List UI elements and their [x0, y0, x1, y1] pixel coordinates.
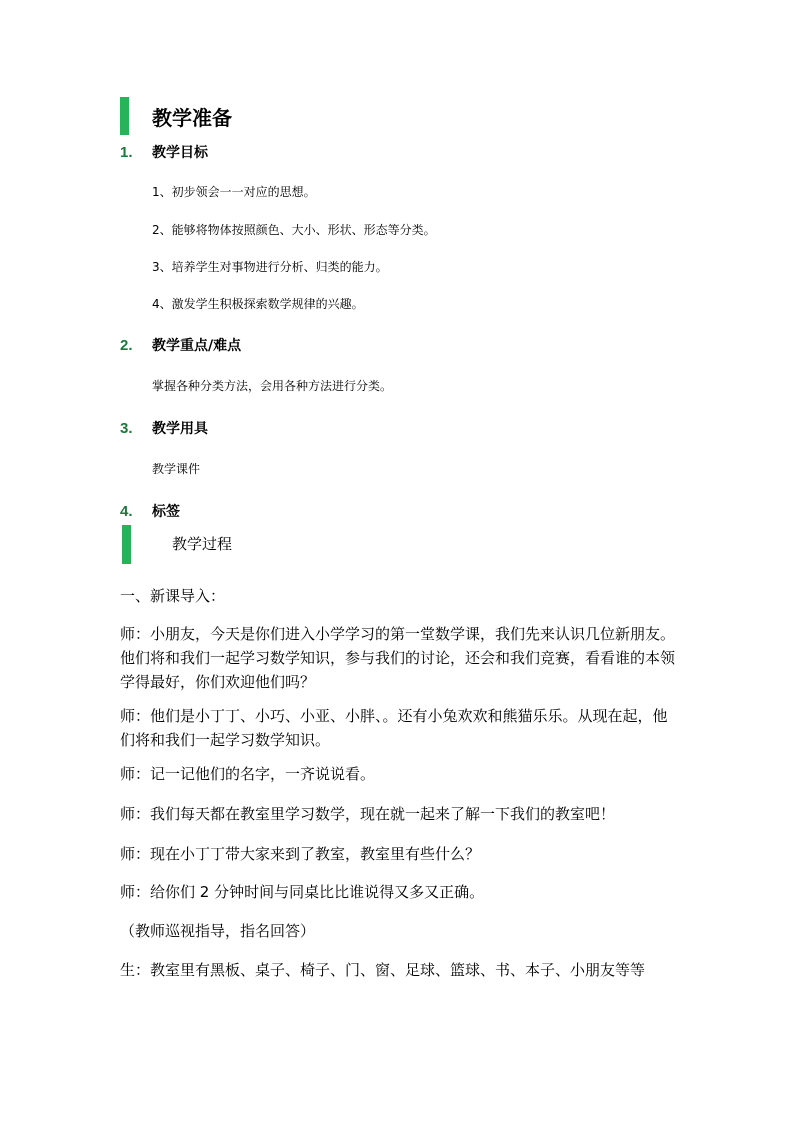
section-number-3: 3.	[120, 420, 133, 437]
paragraph-teacher-2: 师：他们是小丁丁、小巧、小亚、小胖、。还有小兔欢欢和熊猫乐乐。从现在起，他们将和我们一起学习数学知识。	[120, 707, 668, 749]
paragraph-teacher-6: 师：给你们 2 分钟时间与同桌比比谁说得又多又正确。	[120, 883, 485, 901]
paragraph-teacher-5: 师：现在小丁丁带大家来到了教室，教室里有些什么？	[120, 845, 481, 863]
objective-item-2: 2、能够将物体按照颜色、大小、形状、形态等分类。	[152, 223, 436, 237]
section-heading-objectives: 教学目标	[152, 145, 208, 161]
section-number-1: 1.	[120, 144, 133, 161]
title-accent-bar	[120, 97, 129, 135]
paragraph-teacher-4: 师：我们每天都在教室里学习数学，现在就一起来了解一下我们的教室吧！	[120, 805, 616, 823]
paragraph-intro-heading: 一、新课导入：	[120, 587, 226, 605]
tools-text: 教学课件	[152, 462, 201, 476]
paragraph-teacher-1: 师：小朋友，今天是你们进入小学学习的第一堂数学课，我们先来认识几位新朋友。他们将和我们一起学习数学知识，参与我们的讨论，还会和我们竞赛，看看谁的本领学得最好，你们欢迎他们吗？	[120, 625, 676, 691]
section-number-4: 4.	[120, 503, 133, 520]
objective-item-3: 3、培养学生对事物进行分析、归类的能力。	[152, 260, 388, 274]
process-title: 教学过程	[172, 535, 233, 553]
paragraph-teacher-note: （教师巡视指导，指名回答）	[120, 922, 316, 940]
page-title: 教学准备	[152, 106, 232, 130]
paragraph-teacher-3: 师：记一记他们的名字，一齐说说看。	[120, 765, 376, 783]
objective-item-1: 1、初步领会一一对应的思想。	[152, 185, 316, 199]
process-accent-bar	[122, 525, 131, 564]
objective-item-4: 4、激发学生积极探索数学规律的兴趣。	[152, 297, 364, 311]
key-points-text: 掌握各种分类方法，会用各种方法进行分类。	[152, 379, 393, 393]
paragraph-student-answer: 生：教室里有黑板、桌子、椅子、门、窗、足球、篮球、书、本子、小朋友等等	[120, 961, 646, 979]
section-heading-key-points: 教学重点/难点	[152, 338, 242, 354]
section-number-2: 2.	[120, 337, 133, 354]
section-heading-tags: 标签	[152, 504, 180, 520]
section-heading-tools: 教学用具	[152, 421, 208, 437]
